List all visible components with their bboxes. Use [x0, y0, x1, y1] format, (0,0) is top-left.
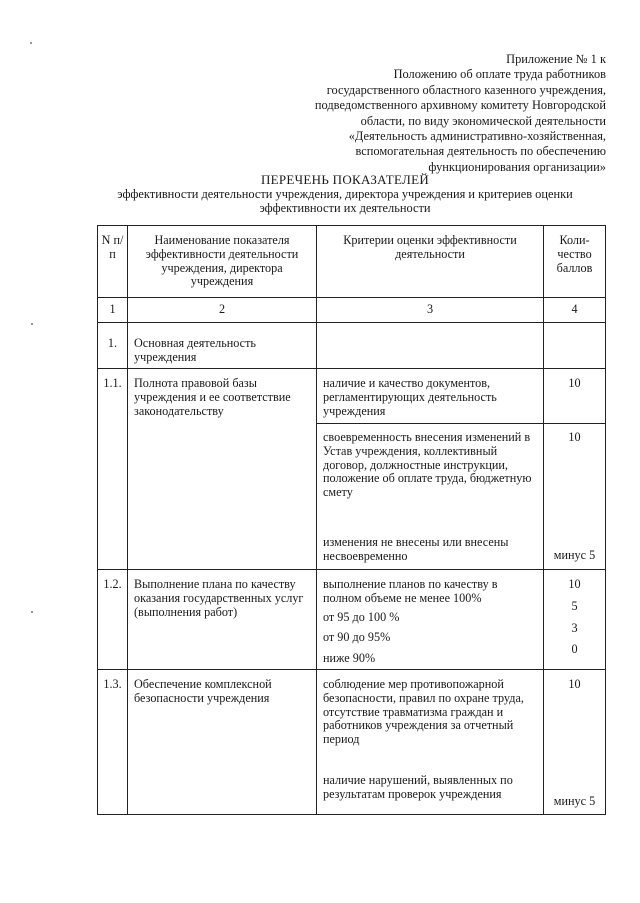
- points-cell: [544, 323, 606, 369]
- points-value: 10: [568, 430, 581, 444]
- appendix-line: Положению об оплате труда работников: [393, 67, 606, 82]
- header-indicator-name: Наименование показателя эффективности деятельности учреждения, директора учреждения: [128, 226, 317, 298]
- table-header-row: [98, 226, 606, 298]
- column-number: 2: [128, 298, 317, 323]
- header-num: N п/п: [98, 226, 128, 298]
- column-numbers-row: [98, 298, 606, 323]
- criteria-cell: [317, 670, 544, 815]
- column-number: 4: [544, 298, 606, 323]
- row-number: 1.2.: [98, 570, 128, 670]
- indicator-name: Выполнение плана по качеству оказания государственных услуг (выполнения работ): [128, 570, 317, 670]
- points-value: 10: [544, 369, 606, 424]
- points-value: минус 5: [553, 548, 596, 563]
- criteria-text: выполнение планов по качеству в полном объеме не менее 100%: [323, 577, 498, 605]
- criteria-text: от 90 до 95%: [323, 630, 391, 645]
- appendix-line: функционирования организации»: [428, 159, 606, 174]
- header-criteria: Критерии оценки эффективности деятельности: [317, 226, 544, 298]
- criteria-cell: [317, 424, 544, 570]
- points-cell: [544, 570, 606, 670]
- criteria-text: наличие и качество документов, регламентирующих деятельность учреждения: [317, 369, 544, 424]
- table-row: [98, 323, 606, 369]
- points-cell: [544, 670, 606, 815]
- points-value: 3: [571, 620, 578, 635]
- appendix-line: области, по виду экономической деятельности: [360, 113, 606, 128]
- points-value: минус 5: [553, 794, 596, 809]
- column-number: 1: [98, 298, 128, 323]
- scan-speck: [31, 611, 33, 613]
- row-number: 1.3.: [98, 670, 128, 815]
- indicator-name: Основная деятельность учреждения: [128, 323, 317, 369]
- criteria-text: от 95 до 100 %: [323, 609, 400, 624]
- criteria-cell: [317, 570, 544, 670]
- table-row: [98, 570, 606, 670]
- indicator-name: Обеспечение комплексной безопасности учреждения: [128, 670, 317, 815]
- subtitle-line: эффективности деятельности учреждения, директора учреждения и критериев оценки: [117, 187, 573, 201]
- scan-speck: [30, 42, 32, 44]
- title-subtitle: [60, 187, 630, 215]
- appendix-line: вспомогательная деятельность по обеспечению: [355, 144, 606, 159]
- row-number: 1.1.: [98, 369, 128, 570]
- subtitle-line: эффективности их деятельности: [259, 201, 431, 215]
- criteria-text: своевременность внесения изменений в Устав учреждения, коллективный договор, должностные инструкции, положение об оплате труда, бюджетную смету: [323, 430, 532, 500]
- appendix-line: Приложение № 1 к: [506, 52, 606, 66]
- appendix-line: государственного областного казенного учреждения,: [326, 82, 606, 97]
- criteria-cell: [317, 323, 544, 369]
- points-value: 0: [571, 642, 578, 657]
- criteria-text: ниже 90%: [323, 651, 376, 666]
- title-main: ПЕРЕЧЕНЬ ПОКАЗАТЕЛЕЙ: [260, 172, 430, 187]
- row-number: 1.: [98, 323, 128, 369]
- table-row: [98, 369, 606, 424]
- criteria-text: наличие нарушений, выявленных по результатам проверок учреждения: [323, 772, 513, 801]
- criteria-text: изменения не внесены или внесены несвоевременно: [323, 534, 509, 563]
- column-number: 3: [317, 298, 544, 323]
- indicator-name: Полнота правовой базы учреждения и ее соответствие законодательству: [128, 369, 317, 570]
- appendix-line: «Деятельность административно-хозяйственная,: [348, 129, 606, 144]
- indicators-table: [97, 225, 606, 815]
- header-points: Коли-чество баллов: [544, 226, 606, 298]
- table-row: [98, 670, 606, 815]
- document-title: [60, 172, 630, 215]
- points-value: 5: [571, 598, 578, 613]
- points-cell: [544, 424, 606, 570]
- appendix-line: подведомственного архивному комитету Новгородской: [314, 98, 606, 113]
- points-value: 10: [568, 577, 581, 591]
- scan-speck: [31, 323, 33, 325]
- points-value: 10: [568, 677, 581, 691]
- criteria-text: соблюдение мер противопожарной безопасности, правил по охране труда, отсутствие травматизма граждан и работников учреждения за отчетный период: [323, 677, 524, 747]
- appendix-note: [246, 52, 606, 175]
